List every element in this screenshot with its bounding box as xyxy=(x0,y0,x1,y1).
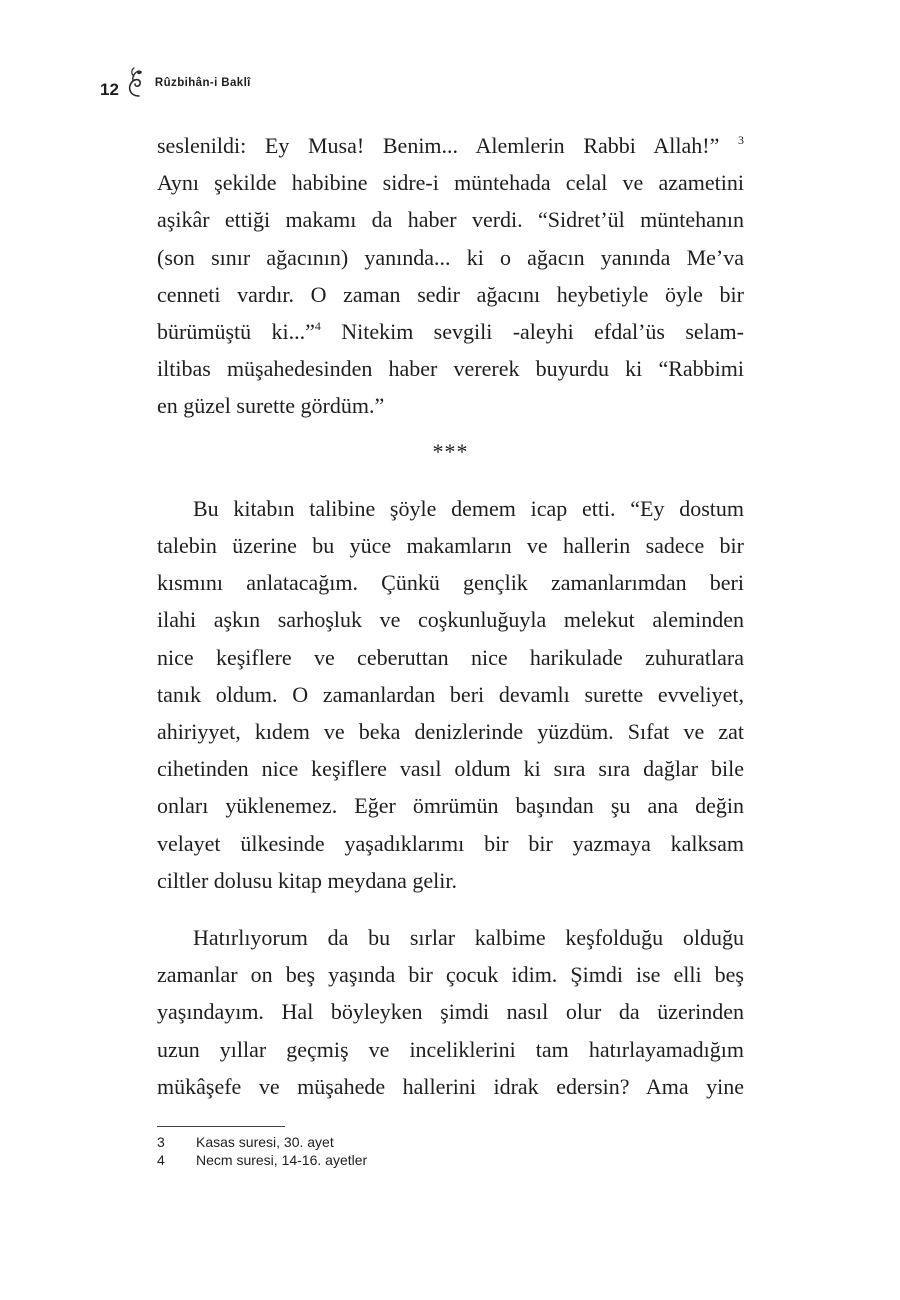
text-line: talebin üzerine bu yüce makamların ve hallerin sadece bir xyxy=(157,533,744,559)
text-line: tanık oldum. O zamanlardan beri devamlı surette evveliyet, xyxy=(157,681,744,707)
footnote-text: Necm suresi, 14-16. ayetler xyxy=(196,1152,368,1168)
page-header xyxy=(100,66,251,100)
text-line: nice keşiflere ve ceberuttan nice harikulade zuhuratlara xyxy=(157,644,744,670)
text-line: seslenildi: Ey Musa! Benim... Alemlerin Rabbi Allah!” $^3$ xyxy=(157,133,745,158)
text-line: Aynı şekilde habibine sidre-i müntehada celal ve azametini xyxy=(157,170,744,196)
text-line: cihetinden nice keşiflere vasıl oldum ki sıra sıra dağlar bile xyxy=(157,756,744,782)
text-line: Hatırlıyorum da bu sırlar kalbime keşfolduğu olduğu xyxy=(193,925,744,951)
text-line: aşikâr ettiği makamı da haber verdi. “Sidret’ül müntehanın xyxy=(157,207,744,233)
text-line: zamanlar on beş yaşında bir çocuk idim. Şimdi ise elli beş xyxy=(157,962,744,988)
footnote xyxy=(157,1133,367,1151)
footnote xyxy=(157,1151,367,1169)
text-line: uzun yıllar geçmiş ve inceliklerini tam hatırlayamadığım xyxy=(157,1036,744,1062)
text-line: kısmını anlatacağım. Çünkü gençlik zamanlarımdan beri xyxy=(157,570,744,596)
text-line: mükâşefe ve müşahede hallerini idrak edersin? Ama yine xyxy=(157,1073,744,1099)
footnote-text: Kasas suresi, 30. ayet xyxy=(196,1134,334,1150)
body-text xyxy=(157,127,744,1105)
text-line: en güzel surette gördüm.” xyxy=(157,393,385,419)
running-head: Rûzbihân-i Baklî xyxy=(154,77,251,89)
text-line: iltibas müşahedesinden haber vererek buyurdu ki “Rabbimi xyxy=(157,356,744,382)
footnote-ref: 3 xyxy=(738,133,745,147)
footnote-ref: 4 xyxy=(314,319,321,334)
footnote-number: 3 xyxy=(157,1134,165,1150)
footnotes xyxy=(157,1133,367,1169)
footnote-number: 4 xyxy=(157,1152,165,1168)
text-line: velayet ülkesinde yaşadıklarımı bir bir yazmaya kalksam xyxy=(157,830,744,856)
text-line: Bu kitabın talibine şöyle demem icap etti. “Ey dostum xyxy=(193,495,744,521)
text-line: ahiriyyet, kıdem ve beka denizlerinde yüzdüm. Sıfat ve zat xyxy=(157,719,744,745)
text-line: (son sınır ağacının) yanında... ki o ağacın yanında Me’va xyxy=(157,244,744,270)
floral-ornament-icon xyxy=(123,66,147,100)
text-line: ciltler dolusu kitap meydana gelir. xyxy=(157,867,457,893)
text-line: onları yüklenemez. Eğer ömrümün başından şu ana değin xyxy=(157,793,744,819)
footnote-divider xyxy=(157,1126,285,1127)
text-line: yaşındayım. Hal böyleyken şimdi nasıl olur da üzerinden xyxy=(157,999,744,1025)
section-separator: *** xyxy=(432,438,469,464)
page-number: 12 xyxy=(100,80,119,99)
text-line: bürümüştü ki...”$^4$ Nitekim sevgili -aleyhi efdal’üs selam- xyxy=(157,319,744,345)
text-line: ilahi aşkın sarhoşluk ve coşkunluğuyla melekut aleminden xyxy=(157,607,744,633)
text-line: cenneti vardır. O zaman sedir ağacını heybetiyle öyle bir xyxy=(157,281,744,307)
